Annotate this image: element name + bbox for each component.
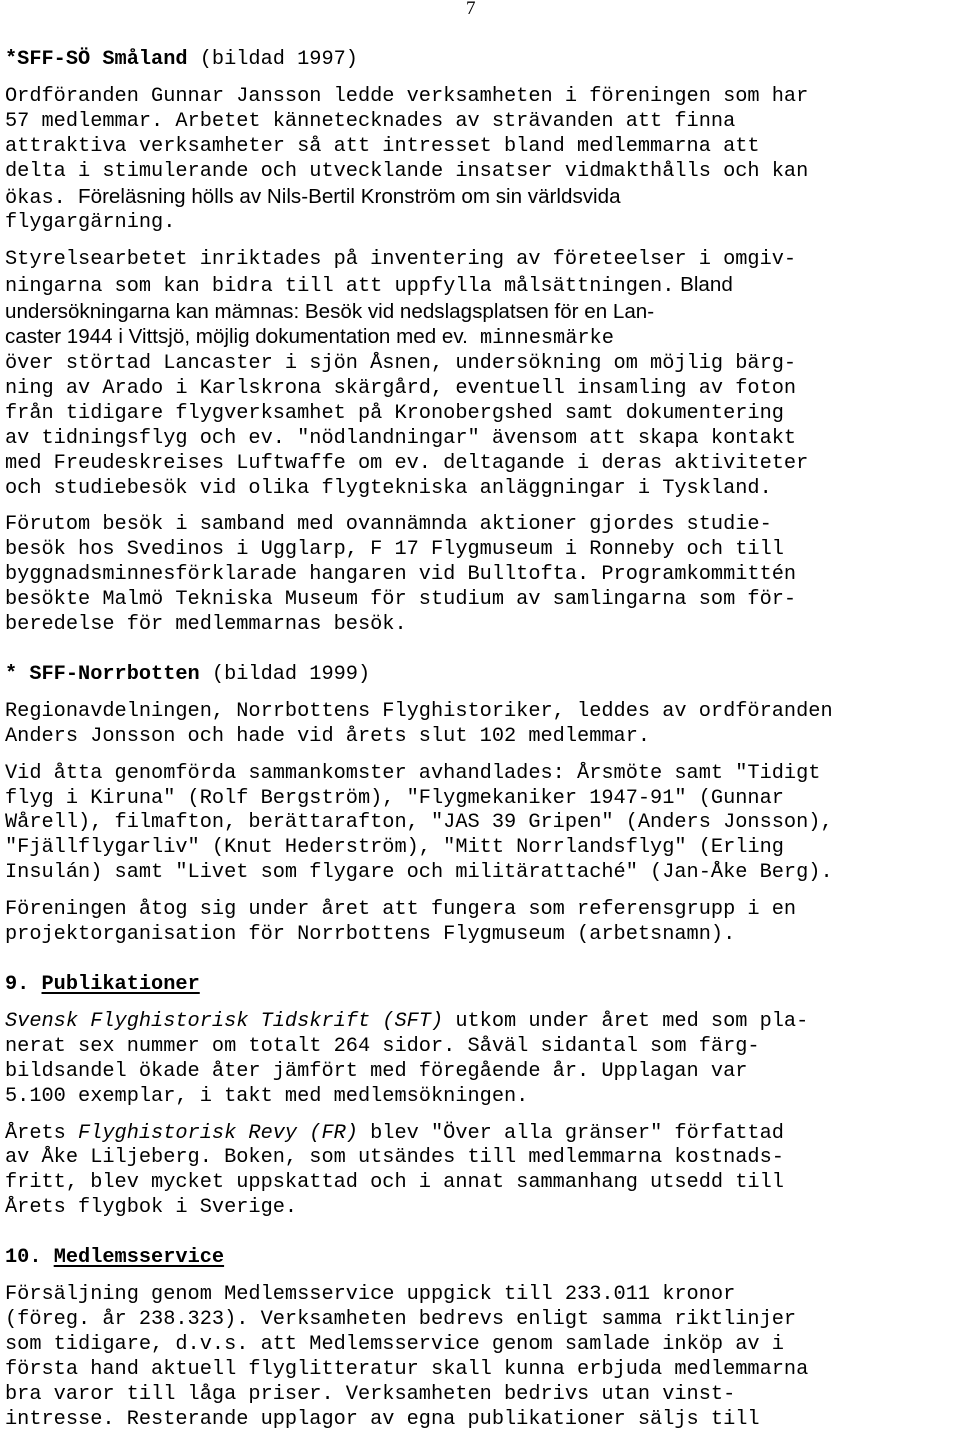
publication-title: Flyghistorisk Revy (FR) — [78, 1121, 358, 1145]
section-heading-publikationer — [5, 973, 955, 998]
paragraph — [5, 513, 955, 638]
heading-title: *SFF-SÖ Småland — [5, 48, 188, 71]
text-line: Föreningen åtog sig under året att fungera som referensgrupp i en — [5, 898, 797, 922]
text-line: Styrelsearbetet inriktades på inventering av företeelser i omgiv- — [5, 248, 797, 272]
text-run: Årets — [5, 1121, 79, 1145]
heading-title: * SFF-Norrbotten — [5, 662, 200, 686]
text-line: av tidningsflyg och ev. "nödlandningar" ävensom att skapa kontakt — [5, 426, 797, 450]
text-line: Anders Jonsson och hade vid årets slut 102 medlemmar. — [5, 724, 651, 748]
text-run: blev "Över alla gränser" författad — [357, 1121, 784, 1145]
text-line — [5, 185, 955, 212]
paragraph — [5, 85, 955, 236]
section-number: 9. — [5, 973, 42, 996]
page-number: 7 — [466, 0, 476, 19]
paragraph — [5, 700, 955, 750]
text-line: flygargärning. — [5, 211, 176, 235]
section-heading-medlemsservice — [5, 1246, 955, 1271]
text-line: projektorganisation för Norrbottens Flygmuseum (arbetsnamn). — [5, 923, 736, 947]
text-line — [5, 1122, 955, 1147]
text-line: intresse. Resterande upplagor av egna publikationer säljs till — [5, 1407, 760, 1431]
text-line — [5, 1010, 955, 1035]
document-body — [5, 48, 955, 1433]
text-line: besök hos Svedinos i Ugglarp, F 17 Flygmuseum i Ronneby och till — [5, 538, 784, 562]
text-run: Föreläsning hölls av Nils-Bertil Kronström om sin världsvida — [78, 184, 621, 208]
text-line — [5, 325, 955, 352]
text-line: första hand aktuell flyglitteratur skall kunna erbjuda medlemmarna — [5, 1357, 809, 1381]
text-line: undersökningarna kan mämnas: Besök vid nedslagsplatsen för en Lan- — [5, 300, 655, 324]
text-line: besökte Malmö Tekniska Museum för studium av samlingarna som för- — [5, 588, 797, 612]
text-line: flyg i Kiruna" (Rolf Bergström), "Flygmekaniker 1947-91" (Gunnar — [5, 786, 784, 810]
text-line: och studiebesök vid olika flygtekniska anläggningar i Tyskland. — [5, 476, 772, 500]
text-line: Vid åtta genomförda sammankomster avhandlades: Årsmöte samt "Tidigt — [5, 761, 821, 785]
text-line: attraktiva verksamheter så att intresset bland medlemmarna att — [5, 134, 760, 158]
text-line: Insulán) samt "Livet som flygare och militärattaché" (Jan-Åke Berg). — [5, 861, 833, 885]
text-line: från tidigare flygverksamhet på Kronobergshed samt dokumentering — [5, 401, 784, 425]
text-run: ningarna som kan bidra till att uppfylla målsättningen. — [5, 275, 675, 299]
text-line: över störtad Lancaster i sjön Åsnen, undersökning om möjlig bärg- — [5, 351, 797, 375]
text-run: caster 1944 i Vittsjö, möjlig dokumentation med ev. — [5, 325, 468, 349]
paragraph — [5, 1122, 955, 1222]
text-line: bildsandel ökade åter jämfört med föregående år. Upplagan var — [5, 1059, 748, 1083]
text-line: 5.100 exemplar, i takt med medlemsökningen. — [5, 1084, 529, 1108]
text-line: (föreg. år 238.323). Verksamheten bedrevs enligt samma riktlinjer — [5, 1307, 797, 1331]
paragraph — [5, 898, 955, 948]
text-line: Försäljning genom Medlemsservice uppgick till 233.011 kronor — [5, 1283, 736, 1307]
text-line: delta i stimulerande och utvecklande insatser vidmakthålls och kan — [5, 159, 809, 183]
paragraph — [5, 762, 955, 887]
text-line: fritt, blev mycket uppskattad och i annat sammanhang utsedd till — [5, 1171, 784, 1195]
text-line: Ordföranden Gunnar Jansson ledde verksamheten i föreningen som har — [5, 84, 809, 108]
text-line: som tidigare, d.v.s. att Medlemsservice genom samlade inköp av i — [5, 1332, 784, 1356]
text-line — [5, 273, 955, 300]
text-line: Wårell), filmafton, berättarafton, "JAS 39 Gripen" (Anders Jonsson), — [5, 811, 833, 835]
heading-subtitle: (bildad 1997) — [187, 48, 358, 71]
heading-subtitle: (bildad 1999) — [199, 662, 371, 686]
text-line: "Fjällflygarliv" (Knut Hederström), "Mitt Norrlandsflyg" (Erling — [5, 836, 784, 860]
text-run: utkom under året med som pla- — [443, 1009, 809, 1033]
text-line: nerat sex nummer om totalt 264 sidor. Såväl sidantal som färg- — [5, 1034, 760, 1058]
section-number: 10. — [5, 1246, 54, 1270]
paragraph — [5, 1283, 955, 1432]
text-line: bra varor till låga priser. Verksamheten bedrivs utan vinst- — [5, 1382, 736, 1406]
section-heading-norrbotten — [5, 663, 955, 688]
text-line: Regionavdelningen, Norrbottens Flyghistoriker, leddes av ordföranden — [5, 699, 833, 723]
text-run: ökas. — [5, 186, 79, 210]
text-line: beredelse för medlemmarnas besök. — [5, 613, 407, 637]
text-line: Förutom besök i samband med ovannämnda aktioner gjordes studie- — [5, 513, 772, 537]
text-run: Bland — [674, 273, 733, 297]
paragraph — [5, 248, 955, 501]
paragraph — [5, 1010, 955, 1110]
text-line: med Freudeskreises Luftwaffe om ev. deltagande i deras aktiviteter — [5, 451, 809, 475]
text-run: minnesmärke — [467, 327, 614, 351]
text-line: av Åke Liljeberg. Boken, som utsändes till medlemmarna kostnads- — [5, 1146, 784, 1170]
section-title: Publikationer — [41, 973, 200, 996]
text-line: 57 medlemmar. Arbetet kännetecknades av strävanden att finna — [5, 109, 736, 133]
section-title: Medlemsservice — [53, 1246, 225, 1270]
text-line: ning av Arado i Karlskrona skärgård, eventuell insamling av foton — [5, 376, 797, 400]
publication-title: Svensk Flyghistorisk Tidskrift (SFT) — [5, 1009, 444, 1033]
section-heading-smaland — [5, 48, 955, 73]
text-line: byggnadsminnesförklarade hangaren vid Bulltofta. Programkommittén — [5, 563, 797, 587]
text-line: Årets flygbok i Sverige. — [5, 1196, 298, 1220]
